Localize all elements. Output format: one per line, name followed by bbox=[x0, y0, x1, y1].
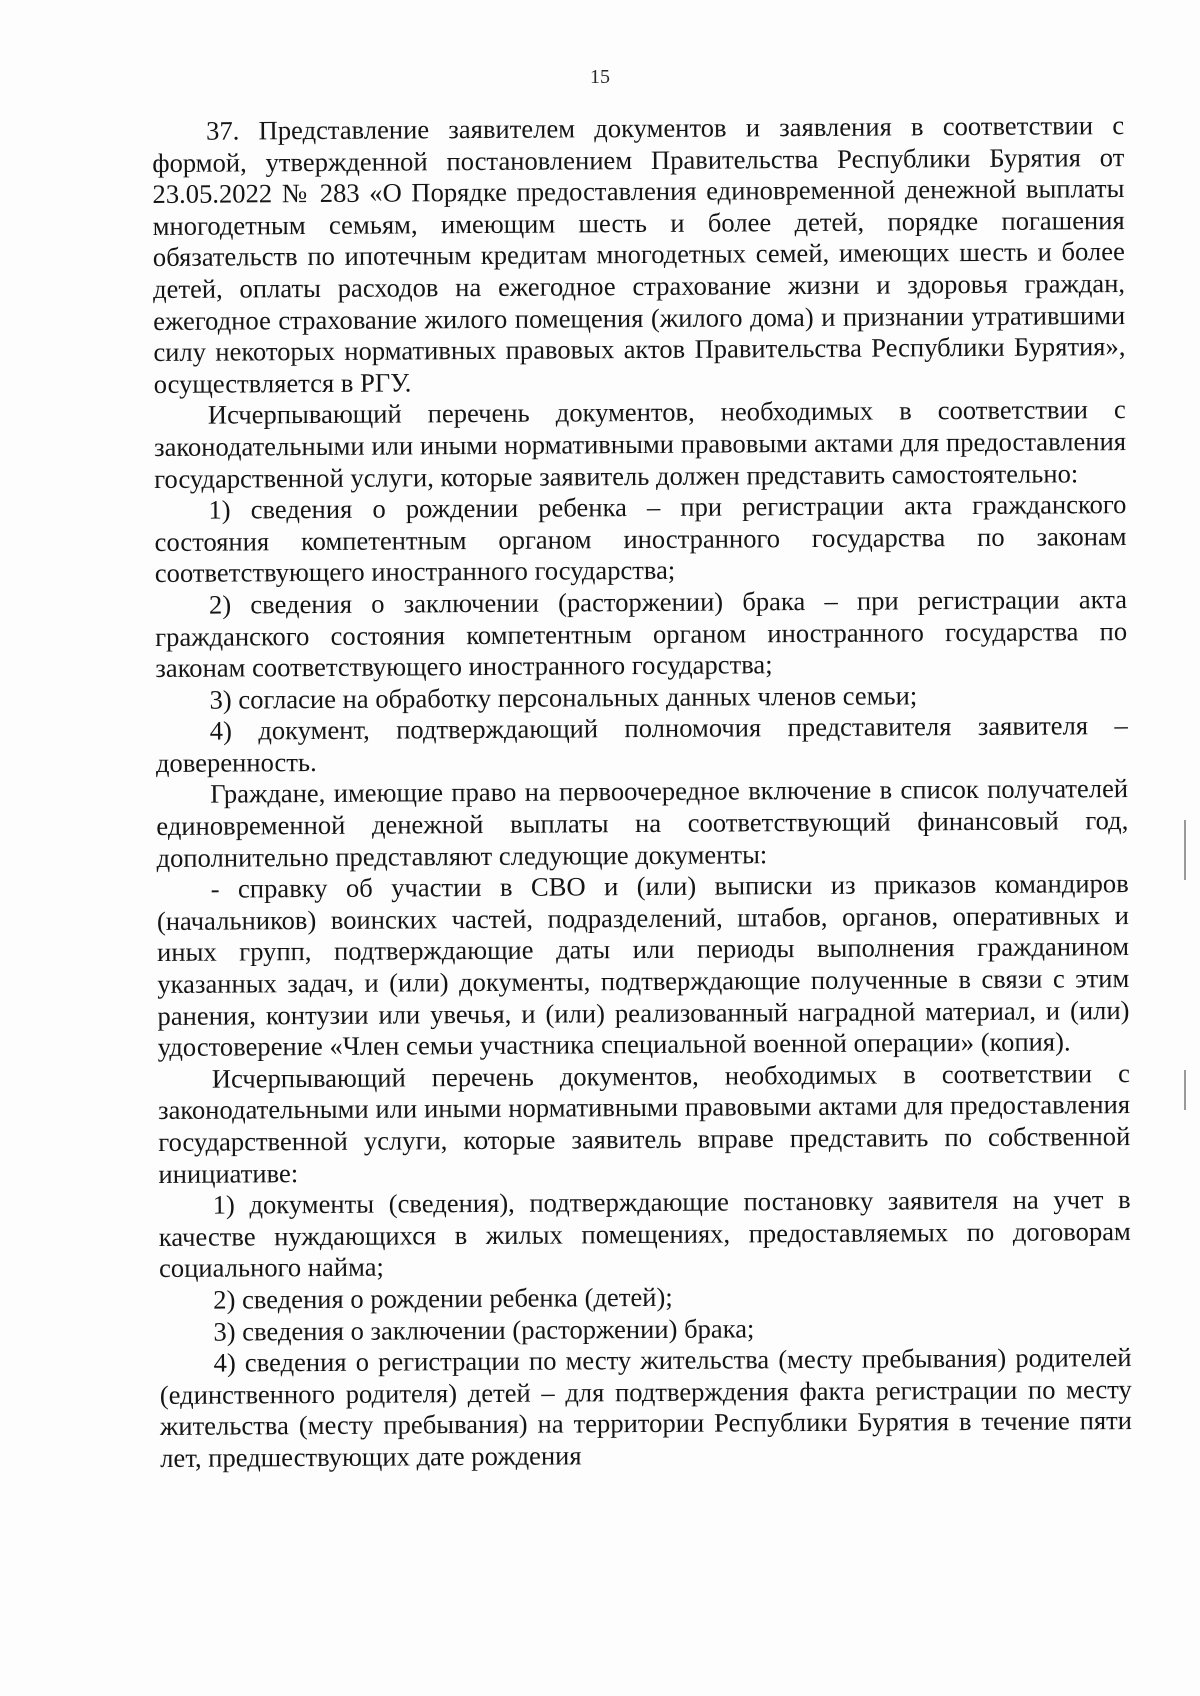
list-item-optional-2: 2) сведения о рождении ребенка (детей); bbox=[213, 1281, 673, 1315]
scan-edge-mark bbox=[1184, 1070, 1186, 1110]
list-item-optional-4: 4) сведения о регистрации по месту жительства (месту пребывания) родителей (единственного родителя) детей – для подтверждения факта регистрации по месту жительства (месту пребывания) на территории Республики Бурятия в течение пяти лет, предшествующих дате рождения bbox=[159, 1342, 1133, 1473]
paragraph-required-docs-intro: Исчерпывающий перечень документов, необходимых в соответствии с законодательными или иными нормативными правовыми актами для предоставления государственной услуги, которые заявитель должен представить самостоятельно: bbox=[153, 394, 1127, 494]
paragraph-optional-docs-intro: Исчерпывающий перечень документов, необходимых в соответствии с законодательными или иными нормативными правовыми актами для предоставления государственной услуги, которые заявитель вправе представить по собственной инициативе: bbox=[157, 1057, 1131, 1189]
list-item-required-2: 2) сведения о заключении (расторжении) брака – при регистрации акта гражданского состояния компетентным органом иностранного государства по законам соответствующего иностранного государства; bbox=[155, 583, 1128, 684]
list-item-optional-3: 3) сведения о заключении (расторжении) брака; bbox=[213, 1312, 755, 1347]
paragraph-item-37: 37. Представление заявителем документов и заявления в соответствии с формой, утвержденной постановлением Правительства Республики Бурятия от 23.05.2022 № 283 «О Порядке предоставления единовременной денежной выплаты многодетным семьям, имеющим шесть и более детей, порядке погашения обязательств по ипотечным кредитам многодетных семей, имеющих шесть и более детей, оплаты расходов на ежегодное страхование жизни и здоровья граждан, ежегодное страхование жилого помещения (жилого дома) и признании утратившими силу некоторых нормативных правовых актов Правительства Республики Бурятия», осуществляется в РГУ. bbox=[152, 110, 1126, 399]
list-item-required-3: 3) согласие на обработку персональных данных членов семьи; bbox=[209, 680, 918, 715]
list-item-required-4: 4) документ, подтверждающий полномочия представителя заявителя – доверенность. bbox=[155, 710, 1128, 778]
paragraph-priority-citizens: Граждане, имеющие право на первоочередное включение в список получателей единовременной денежной выплаты на соответствующий финансовый год, дополнительно представляют следующие документы: bbox=[156, 773, 1129, 873]
page-number: 15 bbox=[590, 66, 610, 88]
list-item-required-1: 1) сведения о рождении ребенка – при регистрации акта гражданского состояния компетентным органом иностранного государства по законам соответствующего иностранного государства; bbox=[154, 489, 1127, 589]
list-item-optional-1: 1) документы (сведения), подтверждающие постановку заявителя на учет в качестве нуждающихся в жилых помещениях, предоставляемых по договорам социального найма; bbox=[158, 1184, 1131, 1284]
list-item-svo-certificate: - справку об участии в СВО и (или) выписки из приказов командиров (начальников) воинских частей, подразделений, штабов, органов, оперативных и иных групп, подтверждающие даты или периоды выполнения гражданином указанных задач, и (или) документы, подтверждающие полученные в связи с этим ранения, контузии или увечья, и (или) реализованный наградной материал, и (или) удостоверение «Член семьи участника специальной военной операции» (копия). bbox=[156, 868, 1130, 1063]
scan-edge-mark bbox=[1184, 820, 1186, 880]
document-body bbox=[152, 110, 1132, 1474]
